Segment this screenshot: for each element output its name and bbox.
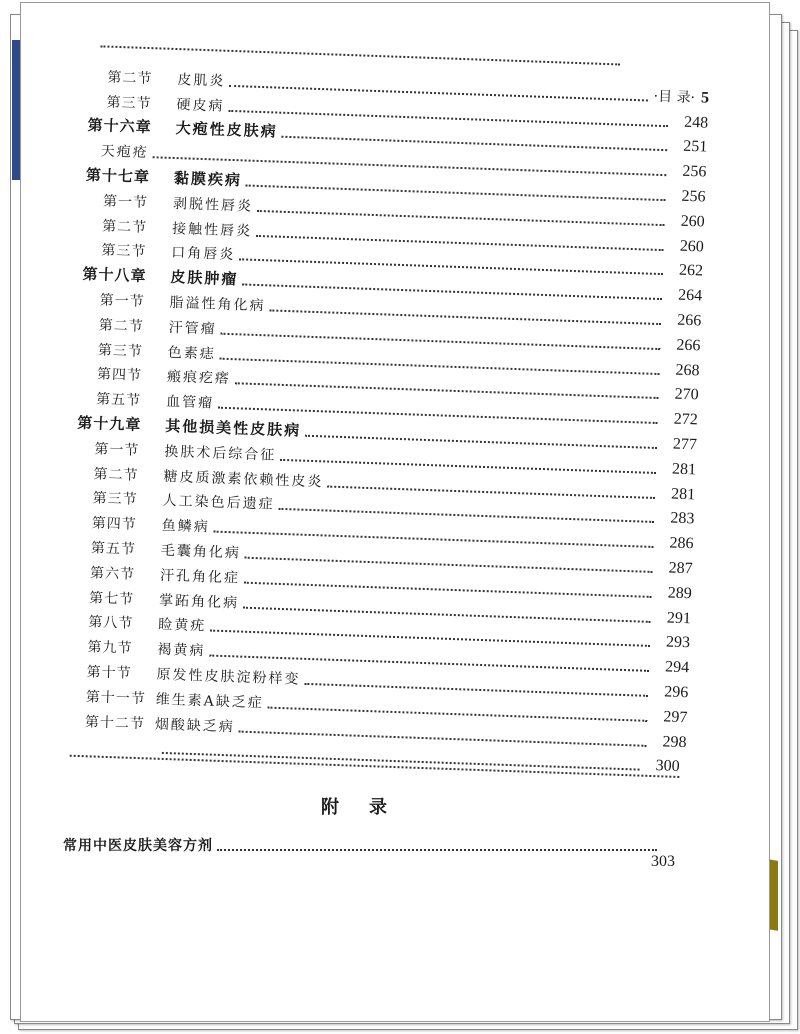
entry-page-number: 256	[682, 162, 707, 181]
entry-title: 维生素A缺乏症	[155, 691, 265, 712]
entry-label: 第五节	[90, 540, 137, 558]
entry-label	[70, 755, 158, 758]
entry-page-number: 291	[666, 608, 692, 627]
entry-label: 第十六章	[87, 116, 152, 137]
entry-title: 大疱性皮肤病	[175, 119, 278, 141]
entry-title: 鱼鳞病	[161, 517, 211, 536]
entry-label: 第十八章	[82, 265, 147, 286]
entry-title: 睑黄疣	[158, 617, 207, 635]
entry-title: 脂溢性角化病	[169, 294, 266, 315]
entry-page-number: 300	[655, 757, 680, 776]
entry-title: 血管瘤	[165, 394, 215, 412]
entry-page-number: 260	[679, 237, 705, 256]
entry-title: 其他损美性皮肤病	[164, 416, 302, 440]
entry-title: 口角唇炎	[171, 245, 236, 264]
entry-page-number: 248	[683, 113, 709, 132]
entry-page-number: 281	[670, 485, 696, 503]
entry-label: 第一节	[102, 193, 149, 211]
entry-title: 褐黄病	[157, 641, 206, 660]
entry-title: 色素痣	[167, 344, 217, 363]
entry-title: 瘢痕疙瘩	[166, 369, 232, 388]
folio-number: 5	[700, 89, 710, 107]
appendix-entry[interactable]	[63, 835, 663, 855]
entry-title: 毛囊角化病	[160, 542, 242, 562]
entry-title: 剥脱性唇炎	[172, 195, 254, 215]
entry-label: 第二节	[93, 465, 139, 484]
entry-page-number: 294	[664, 658, 690, 677]
entry-title: 硬皮病	[176, 96, 225, 115]
entry-label: 第三节	[97, 342, 144, 360]
entry-title: 掌跖角化病	[158, 592, 240, 612]
entry-title: 烟酸缺乏病	[154, 716, 236, 735]
leader-dots	[217, 849, 657, 851]
entry-title: 汗孔角化症	[159, 567, 241, 587]
entry-title: 汗管瘤	[168, 319, 217, 338]
entry-page-number: 251	[683, 138, 708, 156]
entry-page-number: 303	[651, 853, 675, 870]
entry-page-number: 287	[668, 559, 693, 578]
entry-label: 第一节	[94, 441, 140, 459]
entry-label: 第四节	[96, 366, 143, 385]
entry-page-number: 297	[663, 708, 688, 726]
entry-title: 换肤术后综合征	[164, 443, 277, 464]
entry-page-number: 293	[665, 633, 691, 652]
entry-title: 原发性皮肤淀粉样变	[156, 666, 301, 688]
entry-label: 第十七章	[85, 165, 151, 187]
entry-title: 皮肌炎	[177, 71, 226, 90]
entry-page-number: 296	[663, 683, 689, 702]
entry-title: 天疱疮	[100, 143, 150, 162]
entry-page-number: 266	[676, 336, 701, 355]
entry-title: 黏膜疾病	[173, 168, 243, 190]
entry-label: 第三节	[92, 490, 138, 509]
entry-label: 第十节	[86, 664, 132, 682]
entry-label: 第七节	[88, 589, 135, 608]
entry-label: 第八节	[88, 614, 134, 633]
entry-page-number: 262	[678, 262, 704, 280]
entry-label: 第三节	[106, 94, 152, 112]
entry-page-number: 281	[671, 460, 697, 479]
entry-label: 第五节	[95, 391, 142, 410]
book-edge-strip	[12, 40, 20, 180]
entry-title: 接触性唇炎	[171, 220, 253, 240]
entry-title: 人工染色后遗症	[162, 493, 275, 514]
entry-page-number: 266	[676, 311, 702, 330]
entry-label: 第十一节	[85, 688, 146, 708]
entry-label: 第二节	[101, 218, 148, 236]
leader-dots	[100, 31, 620, 65]
entry-page-number: 260	[680, 212, 706, 231]
entry-label: 第二节	[98, 317, 144, 335]
entry-page-number: 264	[677, 286, 703, 305]
entry-page-number: 286	[669, 534, 694, 553]
toc-list	[66, 31, 711, 783]
entry-page-number: 272	[673, 410, 699, 429]
entry-page-number: 283	[670, 509, 695, 528]
entry-title: 常用中医皮肤美容方剂	[63, 838, 213, 854]
entry-page-number: 277	[672, 435, 698, 454]
entry-label: 第十九章	[77, 413, 142, 434]
entry-label: 第十二节	[84, 713, 146, 732]
entry-label: 第六节	[89, 565, 136, 583]
running-header	[653, 85, 709, 107]
entry-label: 第三节	[101, 242, 147, 261]
entry-label: 第九节	[87, 639, 133, 657]
entry-page-number: 270	[674, 385, 699, 404]
entry-title: 皮肤肿瘤	[170, 268, 239, 289]
appendix-heading: 附录	[321, 797, 417, 818]
toc-page	[20, 2, 770, 1022]
entry-page-number: 256	[681, 187, 706, 206]
entry-title: 糖皮质激素依赖性皮炎	[163, 468, 324, 490]
entry-label: 第二节	[107, 69, 153, 87]
entry-label: 第一节	[99, 292, 145, 310]
leader-dots	[162, 752, 640, 771]
running-title: ·目 录·	[653, 88, 696, 106]
entry-label: 第四节	[91, 515, 138, 534]
entry-page-number: 289	[667, 584, 693, 603]
entry-page-number: 268	[675, 361, 700, 380]
entry-page-number: 298	[662, 732, 687, 751]
